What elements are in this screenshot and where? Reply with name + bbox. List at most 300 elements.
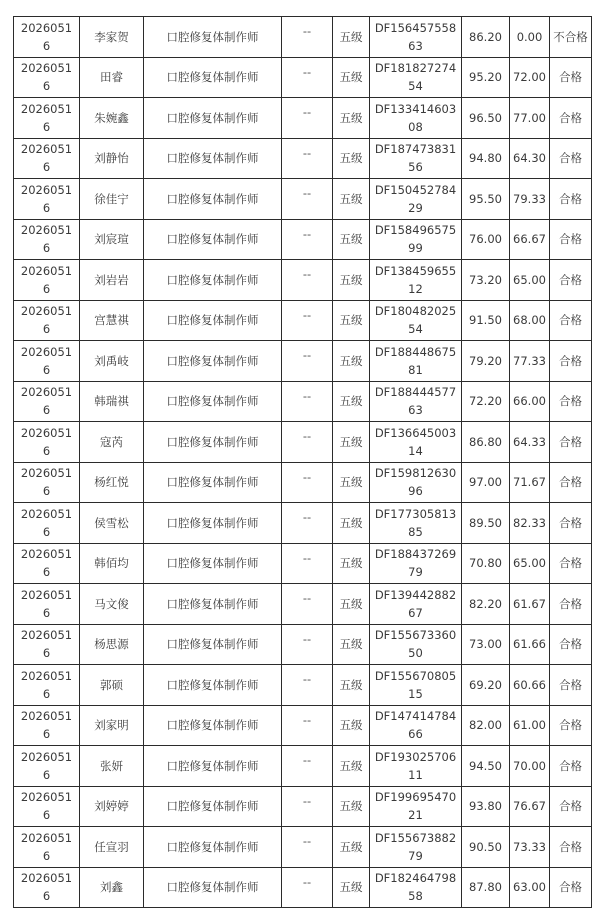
candidate-name-cell: 宫慧祺 [80,300,144,341]
candidate-name-cell: 任宣羽 [80,827,144,868]
certificate-number-part-1: DF150452784 [374,182,457,197]
direction-cell: -- [282,867,333,908]
exam-date-cell [14,98,80,139]
practical-score-cell: 61.00 [510,705,550,746]
occupation-cell: 口腔修复体制作师 [144,462,282,503]
result-cell: 不合格 [550,17,592,58]
certificate-number-part-2: 54 [408,322,423,337]
level-cell: 五级 [333,503,370,544]
certificate-number-cell [370,300,462,341]
direction-cell: -- [282,746,333,787]
certificate-number-part-1: DF159812630 [374,466,457,481]
certificate-number-part-1: DF155673360 [374,628,457,643]
exam-date-cell [14,584,80,625]
occupation-cell: 口腔修复体制作师 [144,786,282,827]
result-cell: 合格 [550,57,592,98]
practical-score-cell: 60.66 [510,665,550,706]
candidate-name-cell: 韩佰均 [80,543,144,584]
direction-cell: -- [282,584,333,625]
direction-cell: -- [282,341,333,382]
direction-cell: -- [282,422,333,463]
theory-score-cell: 73.20 [462,260,510,301]
level-cell: 五级 [333,543,370,584]
exam-date-part-2: 6 [42,646,51,661]
certificate-number-part-1: DF139442882 [374,587,457,602]
result-cell: 合格 [550,300,592,341]
candidate-name-cell: 杨思源 [80,624,144,665]
candidate-name-cell: 田睿 [80,57,144,98]
exam-date-part-2: 6 [42,565,51,580]
certificate-number-cell [370,746,462,787]
table-row [14,300,592,341]
candidate-name-cell: 寇芮 [80,422,144,463]
certificate-number-part-2: 29 [408,200,423,215]
occupation-cell: 口腔修复体制作师 [144,300,282,341]
exam-date-part-1: 2026051 [20,830,73,845]
table-row [14,746,592,787]
theory-score-cell: 95.50 [462,179,510,220]
practical-score-cell: 64.30 [510,138,550,179]
candidate-name-cell: 刘岩岩 [80,260,144,301]
theory-score-cell: 93.80 [462,786,510,827]
exam-date-part-2: 6 [42,79,51,94]
theory-score-cell: 70.80 [462,543,510,584]
occupation-cell: 口腔修复体制作师 [144,543,282,584]
occupation-cell: 口腔修复体制作师 [144,705,282,746]
exam-date-cell [14,300,80,341]
occupation-cell: 口腔修复体制作师 [144,219,282,260]
theory-score-cell: 72.20 [462,381,510,422]
certificate-number-cell [370,786,462,827]
certificate-number-part-2: 50 [408,646,423,661]
table-row [14,624,592,665]
level-cell: 五级 [333,219,370,260]
exam-date-part-2: 6 [42,686,51,701]
certificate-number-part-2: 85 [408,524,423,539]
result-cell: 合格 [550,341,592,382]
certificate-number-part-1: DF188448675 [374,344,457,359]
exam-date-part-1: 2026051 [20,385,73,400]
certificate-number-part-1: DF187473831 [374,142,457,157]
direction-cell: -- [282,260,333,301]
certificate-number-part-1: DF188437269 [374,547,457,562]
theory-score-cell: 95.20 [462,57,510,98]
exam-date-cell [14,219,80,260]
certificate-number-cell [370,584,462,625]
exam-date-part-2: 6 [42,727,51,742]
certificate-number-part-1: DF199695470 [374,790,457,805]
practical-score-cell: 66.67 [510,219,550,260]
exam-date-part-1: 2026051 [20,506,73,521]
exam-date-cell [14,422,80,463]
candidate-name-cell: 徐佳宁 [80,179,144,220]
theory-score-cell: 94.50 [462,746,510,787]
occupation-cell: 口腔修复体制作师 [144,665,282,706]
practical-score-cell: 82.33 [510,503,550,544]
direction-cell: -- [282,300,333,341]
theory-score-cell: 87.80 [462,867,510,908]
occupation-cell: 口腔修复体制作师 [144,624,282,665]
level-cell: 五级 [333,705,370,746]
exam-date-part-2: 6 [42,767,51,782]
level-cell: 五级 [333,57,370,98]
exam-date-part-2: 6 [42,403,51,418]
exam-date-part-2: 6 [42,808,51,823]
candidate-name-cell: 韩瑞祺 [80,381,144,422]
result-cell: 合格 [550,867,592,908]
level-cell: 五级 [333,746,370,787]
certificate-number-part-1: DF177305813 [374,506,457,521]
candidate-name-cell: 刘家明 [80,705,144,746]
direction-cell: -- [282,381,333,422]
exam-date-cell [14,17,80,58]
theory-score-cell: 89.50 [462,503,510,544]
exam-date-part-1: 2026051 [20,223,73,238]
direction-cell: -- [282,17,333,58]
practical-score-cell: 65.00 [510,543,550,584]
table-row [14,98,592,139]
candidate-name-cell: 朱婉鑫 [80,98,144,139]
exam-date-cell [14,665,80,706]
exam-date-part-2: 6 [42,200,51,215]
table-row [14,827,592,868]
table-row [14,341,592,382]
exam-date-part-2: 6 [42,605,51,620]
certificate-number-part-2: 14 [408,443,423,458]
certificate-number-part-2: 81 [408,362,423,377]
level-cell: 五级 [333,138,370,179]
candidate-name-cell: 张妍 [80,746,144,787]
table-row [14,422,592,463]
table-row [14,57,592,98]
certificate-number-cell [370,98,462,139]
theory-score-cell: 86.20 [462,17,510,58]
direction-cell: -- [282,179,333,220]
exam-date-part-1: 2026051 [20,263,73,278]
certificate-number-cell [370,665,462,706]
result-cell: 合格 [550,138,592,179]
table-row [14,786,592,827]
certificate-number-cell [370,138,462,179]
certificate-number-part-1: DF182464798 [374,871,457,886]
theory-score-cell: 76.00 [462,219,510,260]
exam-date-part-1: 2026051 [20,790,73,805]
table-row [14,219,592,260]
direction-cell: -- [282,138,333,179]
practical-score-cell: 77.00 [510,98,550,139]
occupation-cell: 口腔修复体制作师 [144,867,282,908]
exam-date-cell [14,381,80,422]
result-cell: 合格 [550,543,592,584]
certificate-number-part-2: 63 [408,38,423,53]
theory-score-cell: 97.00 [462,462,510,503]
candidate-name-cell: 马文俊 [80,584,144,625]
result-cell: 合格 [550,786,592,827]
occupation-cell: 口腔修复体制作师 [144,584,282,625]
exam-date-part-1: 2026051 [20,871,73,886]
exam-date-part-2: 6 [42,241,51,256]
certificate-number-part-1: DF147414784 [374,709,457,724]
certificate-number-cell [370,57,462,98]
exam-date-part-2: 6 [42,362,51,377]
table-row [14,381,592,422]
practical-score-cell: 0.00 [510,17,550,58]
result-cell: 合格 [550,584,592,625]
certificate-number-part-2: 63 [408,403,423,418]
result-cell: 合格 [550,381,592,422]
table-row [14,260,592,301]
certificate-number-cell [370,543,462,584]
exam-date-cell [14,138,80,179]
certificate-number-part-1: DF180482025 [374,304,457,319]
occupation-cell: 口腔修复体制作师 [144,746,282,787]
exam-date-part-2: 6 [42,160,51,175]
certificate-number-cell [370,867,462,908]
result-cell: 合格 [550,98,592,139]
exam-date-cell [14,462,80,503]
exam-date-part-1: 2026051 [20,749,73,764]
exam-date-part-1: 2026051 [20,182,73,197]
exam-date-part-1: 2026051 [20,101,73,116]
certificate-number-part-1: DF155670805 [374,668,457,683]
practical-score-cell: 71.67 [510,462,550,503]
direction-cell: -- [282,705,333,746]
candidate-name-cell: 李家贺 [80,17,144,58]
occupation-cell: 口腔修复体制作师 [144,260,282,301]
practical-score-cell: 63.00 [510,867,550,908]
exam-date-part-1: 2026051 [20,61,73,76]
direction-cell: -- [282,219,333,260]
level-cell: 五级 [333,867,370,908]
level-cell: 五级 [333,341,370,382]
result-cell: 合格 [550,179,592,220]
exam-date-cell [14,57,80,98]
direction-cell: -- [282,786,333,827]
practical-score-cell: 61.66 [510,624,550,665]
level-cell: 五级 [333,786,370,827]
table-row [14,867,592,908]
candidate-name-cell: 侯雪松 [80,503,144,544]
level-cell: 五级 [333,260,370,301]
table-row [14,705,592,746]
table-row [14,584,592,625]
theory-score-cell: 82.00 [462,705,510,746]
direction-cell: -- [282,665,333,706]
practical-score-cell: 70.00 [510,746,550,787]
result-cell: 合格 [550,827,592,868]
theory-score-cell: 79.20 [462,341,510,382]
exam-date-part-1: 2026051 [20,466,73,481]
result-cell: 合格 [550,219,592,260]
direction-cell: -- [282,462,333,503]
exam-date-cell [14,179,80,220]
exam-date-part-1: 2026051 [20,668,73,683]
theory-score-cell: 96.50 [462,98,510,139]
candidate-name-cell: 刘婷婷 [80,786,144,827]
table-row [14,665,592,706]
exam-date-cell [14,867,80,908]
occupation-cell: 口腔修复体制作师 [144,827,282,868]
level-cell: 五级 [333,381,370,422]
certificate-number-part-2: 08 [408,119,423,134]
result-cell: 合格 [550,260,592,301]
results-table [13,16,592,908]
exam-date-cell [14,543,80,584]
exam-date-cell [14,260,80,301]
theory-score-cell: 82.20 [462,584,510,625]
level-cell: 五级 [333,624,370,665]
occupation-cell: 口腔修复体制作师 [144,341,282,382]
direction-cell: -- [282,543,333,584]
certificate-number-part-2: 11 [408,767,423,782]
candidate-name-cell: 刘鑫 [80,867,144,908]
level-cell: 五级 [333,17,370,58]
theory-score-cell: 69.20 [462,665,510,706]
certificate-number-part-1: DF181827274 [374,61,457,76]
result-cell: 合格 [550,705,592,746]
theory-score-cell: 73.00 [462,624,510,665]
certificate-number-part-2: 79 [408,848,423,863]
direction-cell: -- [282,827,333,868]
occupation-cell: 口腔修复体制作师 [144,503,282,544]
table-row [14,17,592,58]
result-cell: 合格 [550,422,592,463]
result-cell: 合格 [550,746,592,787]
exam-date-part-2: 6 [42,281,51,296]
theory-score-cell: 94.80 [462,138,510,179]
certificate-number-part-2: 79 [408,565,423,580]
result-cell: 合格 [550,624,592,665]
theory-score-cell: 91.50 [462,300,510,341]
certificate-number-cell [370,705,462,746]
certificate-number-cell [370,341,462,382]
candidate-name-cell: 杨红悦 [80,462,144,503]
certificate-number-cell [370,624,462,665]
level-cell: 五级 [333,827,370,868]
certificate-number-part-1: DF193025706 [374,749,457,764]
occupation-cell: 口腔修复体制作师 [144,422,282,463]
level-cell: 五级 [333,422,370,463]
direction-cell: -- [282,503,333,544]
exam-date-cell [14,827,80,868]
exam-date-part-2: 6 [42,484,51,499]
certificate-number-part-1: DF188444577 [374,385,457,400]
certificate-number-part-2: 67 [408,605,423,620]
exam-date-cell [14,341,80,382]
result-cell: 合格 [550,665,592,706]
exam-date-part-1: 2026051 [20,547,73,562]
level-cell: 五级 [333,98,370,139]
practical-score-cell: 73.33 [510,827,550,868]
certificate-number-part-2: 66 [408,727,423,742]
certificate-number-part-1: DF136645003 [374,425,457,440]
exam-date-cell [14,746,80,787]
practical-score-cell: 79.33 [510,179,550,220]
certificate-number-part-2: 56 [408,160,423,175]
exam-date-part-1: 2026051 [20,142,73,157]
certificate-number-cell [370,462,462,503]
exam-date-part-2: 6 [42,38,51,53]
practical-score-cell: 72.00 [510,57,550,98]
practical-score-cell: 68.00 [510,300,550,341]
candidate-name-cell: 刘禹岐 [80,341,144,382]
exam-date-part-1: 2026051 [20,587,73,602]
certificate-number-part-2: 21 [408,808,423,823]
certificate-number-cell [370,260,462,301]
occupation-cell: 口腔修复体制作师 [144,179,282,220]
candidate-name-cell: 郭硕 [80,665,144,706]
certificate-number-cell [370,503,462,544]
occupation-cell: 口腔修复体制作师 [144,17,282,58]
level-cell: 五级 [333,462,370,503]
theory-score-cell: 86.80 [462,422,510,463]
practical-score-cell: 76.67 [510,786,550,827]
practical-score-cell: 61.67 [510,584,550,625]
exam-date-cell [14,624,80,665]
certificate-number-cell [370,827,462,868]
table-row [14,503,592,544]
exam-date-part-2: 6 [42,889,51,904]
certificate-number-cell [370,219,462,260]
certificate-number-part-1: DF138459655 [374,263,457,278]
exam-date-part-1: 2026051 [20,425,73,440]
certificate-number-part-1: DF155673882 [374,830,457,845]
certificate-number-cell [370,179,462,220]
exam-date-part-2: 6 [42,524,51,539]
level-cell: 五级 [333,584,370,625]
certificate-number-part-1: DF156457558 [374,20,457,35]
exam-date-part-1: 2026051 [20,709,73,724]
level-cell: 五级 [333,665,370,706]
practical-score-cell: 64.33 [510,422,550,463]
certificate-number-cell [370,381,462,422]
level-cell: 五级 [333,179,370,220]
occupation-cell: 口腔修复体制作师 [144,138,282,179]
occupation-cell: 口腔修复体制作师 [144,98,282,139]
level-cell: 五级 [333,300,370,341]
certificate-number-part-2: 12 [408,281,423,296]
occupation-cell: 口腔修复体制作师 [144,57,282,98]
exam-date-cell [14,705,80,746]
direction-cell: -- [282,57,333,98]
certificate-number-part-2: 99 [408,241,423,256]
exam-date-part-2: 6 [42,119,51,134]
direction-cell: -- [282,624,333,665]
table-row [14,179,592,220]
certificate-number-part-1: DF158496575 [374,223,457,238]
certificate-number-part-2: 15 [408,686,423,701]
exam-date-part-2: 6 [42,443,51,458]
certificate-number-cell [370,17,462,58]
exam-date-part-2: 6 [42,848,51,863]
table-row [14,138,592,179]
exam-date-part-2: 6 [42,322,51,337]
practical-score-cell: 77.33 [510,341,550,382]
exam-date-cell [14,786,80,827]
exam-date-part-1: 2026051 [20,304,73,319]
exam-date-cell [14,503,80,544]
occupation-cell: 口腔修复体制作师 [144,381,282,422]
direction-cell: -- [282,98,333,139]
exam-date-part-1: 2026051 [20,344,73,359]
results-table-body [14,17,592,908]
theory-score-cell: 90.50 [462,827,510,868]
table-row [14,462,592,503]
certificate-number-part-2: 96 [408,484,423,499]
certificate-number-cell [370,422,462,463]
exam-date-part-1: 2026051 [20,628,73,643]
certificate-number-part-1: DF133414603 [374,101,457,116]
